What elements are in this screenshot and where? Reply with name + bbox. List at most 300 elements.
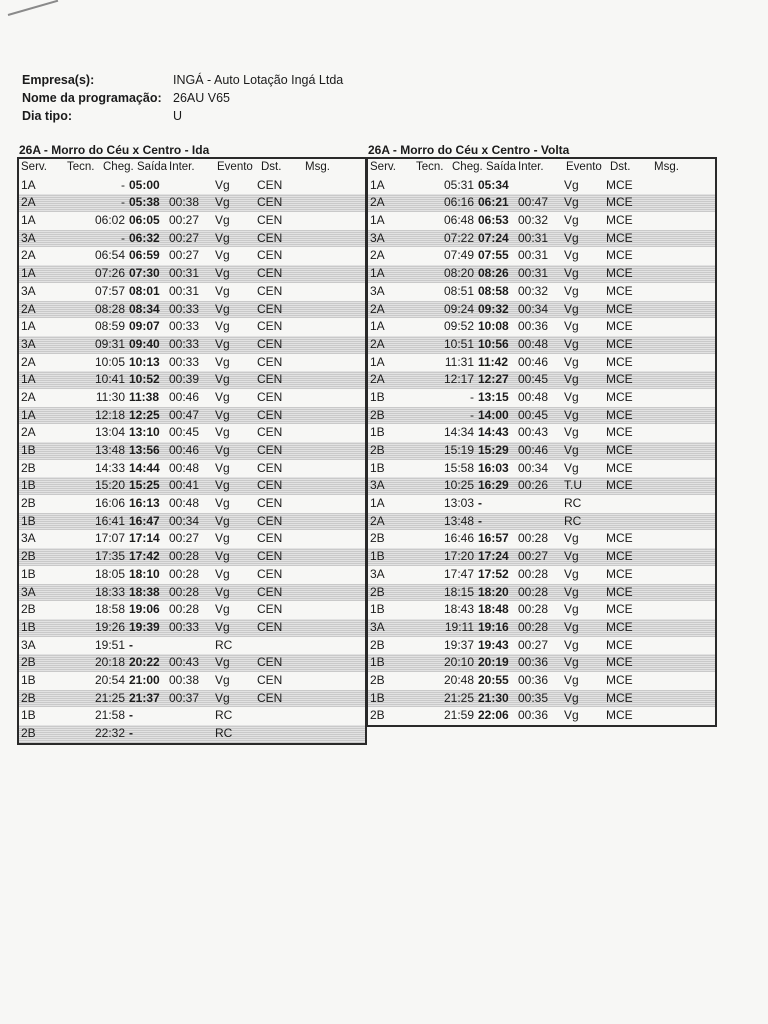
cheg-cell: 17:35 (94, 549, 125, 564)
table-row (19, 424, 365, 442)
saida-cell: 16:13 (129, 496, 160, 511)
serv-cell: 2A (21, 301, 36, 316)
evento-cell: Vg (564, 655, 579, 670)
table-row (368, 230, 715, 248)
table-row (19, 265, 365, 283)
msg-cell (297, 690, 365, 708)
table-row (19, 654, 365, 672)
dst-cell: CEN (257, 372, 283, 387)
dst-cell: CEN (257, 478, 283, 493)
evento-cell: Vg (564, 584, 579, 599)
col-tecn: Tecn. (416, 161, 444, 173)
serv-cell: 2B (21, 496, 36, 511)
dia-tipo-value: U (173, 109, 183, 123)
inter-cell: 00:43 (169, 655, 200, 670)
msg-cell (646, 566, 715, 584)
table-row (368, 460, 715, 478)
dst-cell (255, 637, 297, 655)
inter-cell: 00:28 (169, 602, 200, 617)
table-row (368, 389, 715, 407)
dst-cell: MCE (606, 230, 633, 245)
dst-cell: MCE (606, 248, 633, 263)
inter-cell: 00:31 (169, 266, 200, 281)
saida-cell: 06:05 (129, 213, 160, 228)
inter-cell: 00:27 (169, 230, 200, 245)
serv-cell: 2B (21, 726, 36, 740)
dst-cell: MCE (606, 336, 633, 351)
col-evento: Evento (566, 161, 602, 173)
cheg-cell: 21:59 (443, 708, 474, 723)
col-inter: Inter. (169, 161, 195, 173)
table-row (368, 247, 715, 265)
dst-cell: MCE (606, 602, 633, 617)
dst-cell: MCE (606, 672, 633, 687)
saida-cell: 05:34 (478, 177, 509, 192)
dst-cell: CEN (257, 655, 283, 670)
evento-cell: Vg (215, 248, 230, 263)
cheg-cell: 15:58 (443, 460, 474, 475)
evento-cell: Vg (564, 213, 579, 228)
inter-cell: 00:46 (169, 443, 200, 457)
cheg-cell: 06:54 (94, 248, 125, 263)
dst-cell: MCE (606, 407, 633, 422)
saida-cell: 08:01 (129, 283, 160, 298)
table-row (19, 707, 365, 725)
inter-cell: 00:28 (169, 584, 200, 599)
inter-cell: 00:27 (518, 549, 549, 564)
evento-cell: T.U (564, 478, 582, 493)
col-inter: Inter. (518, 161, 544, 173)
inter-cell: 00:27 (169, 213, 200, 228)
cheg-cell: 10:51 (443, 336, 474, 351)
cheg-cell: 16:41 (94, 513, 125, 528)
saida-cell: 16:29 (478, 478, 509, 493)
evento-cell: Vg (215, 566, 230, 581)
cheg-cell: - (121, 195, 125, 210)
evento-cell: Vg (564, 619, 579, 634)
inter-cell: 00:33 (169, 336, 200, 351)
evento-cell: Vg (564, 389, 579, 404)
evento-cell: Vg (564, 672, 579, 687)
inter-cell: 00:46 (518, 443, 549, 457)
evento-cell: Vg (564, 177, 579, 192)
table-row (19, 566, 365, 584)
msg-cell (646, 336, 715, 354)
evento-cell: Vg (215, 372, 230, 387)
table-row (368, 619, 715, 637)
cheg-cell: 12:17 (443, 372, 474, 387)
serv-cell: 1A (370, 354, 385, 369)
table-row (368, 566, 715, 584)
serv-cell: 3A (370, 566, 385, 581)
inter-cell: 00:28 (518, 584, 549, 599)
msg-cell (297, 424, 365, 442)
evento-cell: Vg (215, 496, 230, 511)
dst-cell: MCE (606, 690, 633, 705)
msg-cell (297, 283, 365, 301)
empresa-value: INGÁ - Auto Lotação Ingá Ltda (173, 73, 344, 87)
table-row (19, 672, 365, 690)
serv-cell: 3A (21, 336, 36, 351)
serv-cell: 2B (370, 672, 385, 687)
table-row (368, 707, 715, 725)
dst-cell: CEN (257, 549, 283, 564)
table-row (368, 336, 715, 354)
table-row (368, 584, 715, 602)
msg-cell (297, 548, 365, 566)
saida-cell: 17:14 (129, 531, 160, 546)
saida-cell: 10:52 (129, 372, 160, 387)
saida-cell: 13:15 (478, 389, 509, 404)
dst-cell: MCE (606, 531, 633, 546)
col-msg: Msg. (654, 161, 679, 173)
msg-cell (297, 442, 365, 460)
serv-cell: 1B (370, 549, 385, 564)
inter-cell: 00:32 (518, 283, 549, 298)
saida-cell: 06:21 (478, 195, 509, 210)
cheg-cell: 22:32 (94, 726, 125, 740)
evento-cell: Vg (215, 478, 230, 493)
col-cheg: Cheg. (452, 161, 483, 173)
table-row (368, 177, 715, 195)
table-row (19, 371, 365, 389)
evento-cell: RC (215, 637, 233, 652)
cheg-cell: 07:57 (94, 283, 125, 298)
table-row (19, 495, 365, 513)
ida-column-header (19, 159, 365, 177)
saida-cell: 12:25 (129, 407, 160, 422)
saida-cell: 14:44 (129, 460, 160, 475)
cheg-cell: 18:43 (443, 602, 474, 617)
msg-cell (646, 177, 715, 195)
evento-cell: Vg (215, 213, 230, 228)
msg-cell (646, 477, 715, 495)
cheg-cell: 17:07 (94, 531, 125, 546)
cheg-cell: 10:25 (443, 478, 474, 493)
serv-cell: 3A (21, 283, 36, 298)
evento-cell: Vg (564, 319, 579, 334)
inter-cell: 00:28 (169, 566, 200, 581)
serv-cell: 2A (21, 195, 36, 210)
msg-cell (646, 265, 715, 283)
dst-cell: CEN (257, 354, 283, 369)
cheg-cell: - (470, 407, 474, 422)
msg-cell (646, 424, 715, 442)
evento-cell: Vg (215, 389, 230, 404)
msg-cell (646, 371, 715, 389)
saida-cell: 20:55 (478, 672, 509, 687)
serv-cell: 1A (21, 177, 36, 192)
table-row (368, 442, 715, 460)
inter-cell (169, 707, 209, 725)
table-row (19, 725, 365, 743)
inter-cell: 00:38 (169, 672, 200, 687)
dia-tipo-label: Dia tipo: (22, 109, 72, 123)
saida-cell: 09:32 (478, 301, 509, 316)
inter-cell: 00:36 (518, 655, 549, 670)
dst-cell: CEN (257, 389, 283, 404)
serv-cell: 2B (21, 690, 36, 705)
cheg-cell: 08:20 (443, 266, 474, 281)
msg-cell (646, 212, 715, 230)
saida-cell: 09:40 (129, 336, 160, 351)
msg-cell (297, 265, 365, 283)
saida-cell: 07:24 (478, 230, 509, 245)
serv-cell: 3A (21, 637, 36, 652)
col-serv: Serv. (370, 161, 396, 173)
msg-cell (297, 336, 365, 354)
cheg-cell: 12:18 (94, 407, 125, 422)
cheg-cell: - (470, 389, 474, 404)
serv-cell: 3A (370, 478, 385, 493)
saida-cell: 18:10 (129, 566, 160, 581)
dst-cell: CEN (257, 443, 283, 457)
evento-cell: Vg (215, 301, 230, 316)
dst-cell: CEN (257, 531, 283, 546)
inter-cell: 00:28 (518, 602, 549, 617)
inter-cell: 00:33 (169, 619, 200, 634)
serv-cell: 1B (21, 619, 36, 634)
serv-cell: 2B (370, 531, 385, 546)
evento-cell: Vg (564, 425, 579, 440)
inter-cell: 00:36 (518, 708, 549, 723)
serv-cell: 1B (21, 708, 36, 723)
table-row (368, 283, 715, 301)
cheg-cell: 15:20 (94, 478, 125, 493)
inter-cell: 00:35 (518, 690, 549, 705)
evento-cell: Vg (564, 266, 579, 281)
evento-cell: Vg (564, 460, 579, 475)
col-cheg: Cheg. (103, 161, 134, 173)
msg-cell (646, 495, 715, 513)
inter-cell: 00:48 (518, 389, 549, 404)
msg-cell (646, 654, 715, 672)
evento-cell: Vg (564, 549, 579, 564)
inter-cell: 00:46 (518, 354, 549, 369)
cheg-cell: 20:54 (94, 672, 125, 687)
saida-cell: 10:56 (478, 336, 509, 351)
evento-cell: Vg (564, 690, 579, 705)
saida-cell: 21:37 (129, 690, 160, 705)
saida-cell: 08:58 (478, 283, 509, 298)
serv-cell: 3A (370, 283, 385, 298)
dst-cell: CEN (257, 672, 283, 687)
msg-cell (646, 530, 715, 548)
inter-cell: 00:45 (169, 425, 200, 440)
msg-cell (297, 301, 365, 319)
dst-cell: CEN (257, 584, 283, 599)
saida-cell: 19:16 (478, 619, 509, 634)
document-header (22, 71, 343, 125)
saida-cell: 19:43 (478, 637, 509, 652)
table-row (19, 212, 365, 230)
saida-cell: 20:22 (129, 655, 160, 670)
cheg-cell: 18:33 (94, 584, 125, 599)
volta-rows (368, 177, 715, 725)
cheg-cell: 08:28 (94, 301, 125, 316)
evento-cell: Vg (215, 336, 230, 351)
cheg-cell: 18:15 (443, 584, 474, 599)
inter-cell: 00:33 (169, 319, 200, 334)
table-row (368, 318, 715, 336)
serv-cell: 2B (370, 443, 385, 457)
table-row (19, 513, 365, 531)
cheg-cell: 07:49 (443, 248, 474, 263)
saida-cell: - (129, 708, 133, 723)
cheg-cell: 21:25 (443, 690, 474, 705)
saida-cell: 07:55 (478, 248, 509, 263)
table-row (368, 265, 715, 283)
cheg-cell: 17:20 (443, 549, 474, 564)
saida-cell: 06:59 (129, 248, 160, 263)
saida-cell: 12:27 (478, 372, 509, 387)
dst-cell: CEN (257, 230, 283, 245)
inter-cell: 00:47 (518, 195, 549, 210)
serv-cell: 3A (370, 230, 385, 245)
evento-cell: Vg (215, 354, 230, 369)
evento-cell: Vg (215, 319, 230, 334)
cheg-cell: 09:31 (94, 336, 125, 351)
serv-cell: 1B (21, 566, 36, 581)
inter-cell (169, 177, 209, 195)
serv-cell: 2A (370, 248, 385, 263)
dst-cell: CEN (257, 336, 283, 351)
msg-cell (297, 477, 365, 495)
evento-cell: Vg (215, 690, 230, 705)
evento-cell: RC (215, 708, 233, 723)
saida-cell: 16:03 (478, 460, 509, 475)
saida-cell: 15:25 (129, 478, 160, 493)
dst-cell: MCE (606, 177, 633, 192)
serv-cell: 1B (370, 425, 385, 440)
evento-cell: Vg (564, 708, 579, 723)
inter-cell: 00:33 (169, 301, 200, 316)
saida-cell: 10:13 (129, 354, 160, 369)
serv-cell: 2A (21, 425, 36, 440)
dst-cell: MCE (606, 354, 633, 369)
saida-cell: 08:34 (129, 301, 160, 316)
cheg-cell: 06:48 (443, 213, 474, 228)
evento-cell: Vg (215, 443, 230, 457)
inter-cell: 00:45 (518, 407, 549, 422)
msg-cell (646, 407, 715, 425)
serv-cell: 2B (370, 407, 385, 422)
table-row (19, 194, 365, 212)
msg-cell (646, 301, 715, 319)
msg-cell (646, 601, 715, 619)
msg-cell (297, 495, 365, 513)
cheg-cell: - (121, 230, 125, 245)
serv-cell: 1B (370, 602, 385, 617)
table-row (19, 442, 365, 460)
inter-cell: 00:32 (518, 213, 549, 228)
cheg-cell: 18:05 (94, 566, 125, 581)
table-row (368, 548, 715, 566)
serv-cell: 1A (21, 319, 36, 334)
cheg-cell: 10:41 (94, 372, 125, 387)
cheg-cell: 19:11 (444, 619, 474, 634)
msg-cell (646, 318, 715, 336)
serv-cell: 3A (21, 230, 36, 245)
dst-cell (255, 725, 297, 743)
table-row (19, 619, 365, 637)
table-row (368, 601, 715, 619)
cheg-cell: 11:31 (444, 354, 474, 369)
inter-cell: 00:48 (518, 336, 549, 351)
msg-cell (646, 247, 715, 265)
msg-cell (646, 672, 715, 690)
evento-cell: Vg (564, 372, 579, 387)
msg-cell (297, 177, 365, 195)
serv-cell: 2A (21, 354, 36, 369)
dst-cell: CEN (257, 602, 283, 617)
saida-cell: 14:43 (478, 425, 509, 440)
inter-cell (518, 495, 558, 513)
cheg-cell: 16:06 (94, 496, 125, 511)
saida-cell: 06:32 (129, 230, 160, 245)
serv-cell: 2A (370, 372, 385, 387)
msg-cell (297, 212, 365, 230)
dst-cell: CEN (257, 266, 283, 281)
dst-cell: CEN (257, 566, 283, 581)
ida-panel (17, 143, 367, 745)
msg-cell (646, 548, 715, 566)
table-row (368, 672, 715, 690)
saida-cell: 05:38 (129, 195, 160, 210)
inter-cell: 00:28 (169, 549, 200, 564)
table-row (19, 336, 365, 354)
dst-cell: CEN (257, 248, 283, 263)
cheg-cell: 06:02 (94, 213, 125, 228)
evento-cell: Vg (215, 531, 230, 546)
serv-cell: 2B (21, 460, 36, 475)
empresa-label: Empresa(s): (22, 73, 95, 87)
table-row (368, 530, 715, 548)
cheg-cell: 20:48 (443, 672, 474, 687)
dst-cell: MCE (606, 549, 633, 564)
table-row (19, 530, 365, 548)
cheg-cell: 10:05 (94, 354, 125, 369)
dst-cell: CEN (257, 319, 283, 334)
dst-cell: CEN (257, 496, 283, 511)
ida-table (17, 157, 367, 745)
cheg-cell: 09:24 (443, 301, 474, 316)
cheg-cell: 19:26 (94, 619, 125, 634)
saida-cell: 22:06 (478, 708, 509, 723)
msg-cell (297, 707, 365, 725)
table-row (19, 247, 365, 265)
cheg-cell: 19:51 (94, 637, 125, 652)
dst-cell: CEN (257, 177, 283, 192)
evento-cell: Vg (564, 336, 579, 351)
volta-title: 26A - Morro do Céu x Centro - Volta (368, 143, 570, 157)
inter-cell: 00:41 (169, 478, 200, 493)
dst-cell: CEN (257, 301, 283, 316)
dst-cell: MCE (606, 708, 633, 723)
msg-cell (646, 513, 715, 531)
dst-cell: CEN (257, 283, 283, 298)
dst-cell: MCE (606, 566, 633, 581)
serv-cell: 1A (370, 319, 385, 334)
table-row (368, 424, 715, 442)
inter-cell: 00:28 (518, 566, 549, 581)
table-row (368, 690, 715, 708)
saida-cell: 13:56 (129, 443, 160, 457)
evento-cell: Vg (564, 283, 579, 298)
serv-cell: 1A (370, 496, 385, 511)
serv-cell: 3A (370, 619, 385, 634)
cheg-cell: 07:26 (94, 266, 125, 281)
